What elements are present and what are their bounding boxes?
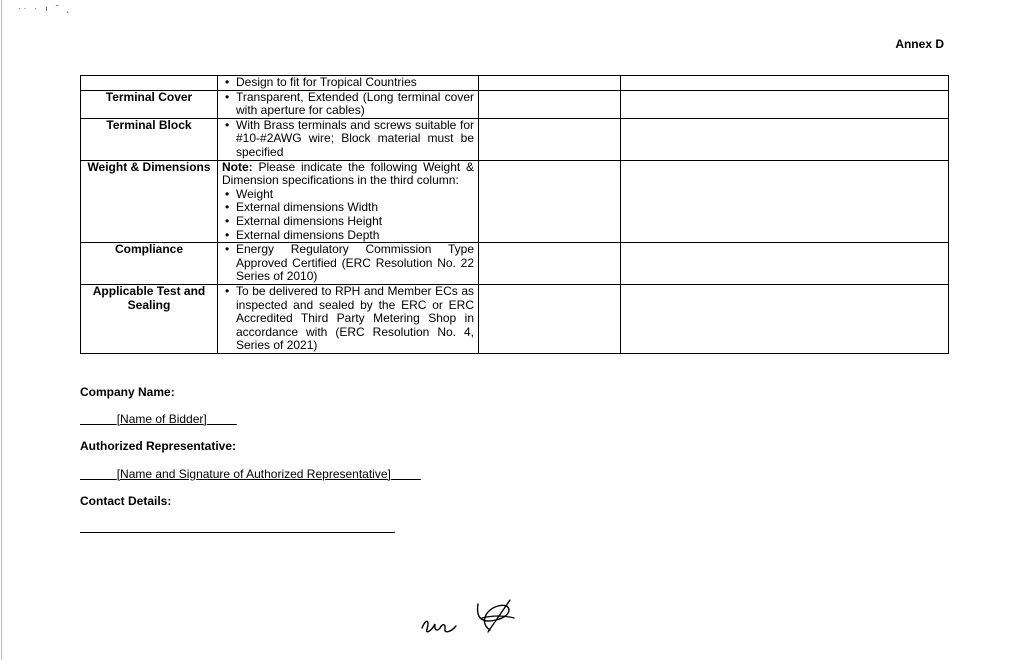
row-label: Terminal Block [81, 118, 218, 160]
table-row [81, 160, 949, 243]
cell-empty [621, 76, 949, 91]
list-item: • Transparent, Extended (Long terminal cover with aperture for cables) [236, 91, 474, 118]
note-body: Please indicate the following Weight & Dimension specifications in the third column: [222, 159, 474, 188]
table-row [81, 243, 949, 285]
contact-details-label: Contact Details: [80, 494, 172, 508]
list-item: • To be delivered to RPH and Member ECs as inspected and sealed by the ERC or ERC Accredited Third Party Metering Shop in accordance with (ERC Resolution No. 4, Series of 2021) [236, 285, 474, 353]
row-content [218, 160, 479, 243]
cell-empty [621, 243, 949, 285]
cell-empty [621, 160, 949, 243]
cell-empty [621, 284, 949, 353]
cell-empty [479, 118, 621, 160]
contact-details-line [80, 532, 395, 533]
row-label [81, 76, 218, 91]
note-text [222, 161, 474, 188]
scan-edge [1, 0, 2, 660]
cell-empty [479, 284, 621, 353]
cell-empty [479, 90, 621, 118]
authorized-rep-field [80, 467, 421, 481]
list-item: • External dimensions Depth [236, 229, 474, 243]
row-label: Compliance [81, 243, 218, 285]
scan-marks: ·· · ı ˜ ˛ [18, 4, 73, 13]
cell-empty [479, 243, 621, 285]
table-row [81, 76, 949, 91]
company-name-field [80, 412, 237, 426]
list-item: • Energy Regulatory Commission Type Approved Certified (ERC Resolution No. 22 Series of 2010) [236, 243, 474, 284]
row-content [218, 284, 479, 353]
list-item: • Design to fit for Tropical Countries [236, 76, 474, 90]
cell-empty [621, 118, 949, 160]
table-row [81, 90, 949, 118]
row-label: Applicable Test and Sealing [81, 284, 218, 353]
company-name-label: Company Name: [80, 385, 175, 399]
list-item: • With Brass terminals and screws suitable for #10-#2AWG wire; Block material must be specified [236, 119, 474, 160]
table-row [81, 118, 949, 160]
row-label: Terminal Cover [81, 90, 218, 118]
row-content [218, 118, 479, 160]
row-content [218, 76, 479, 91]
list-item: • External dimensions Width [236, 201, 474, 215]
list-item: • Weight [236, 188, 474, 202]
annex-title: Annex D [895, 37, 944, 51]
spec-table [80, 75, 949, 354]
row-content [218, 243, 479, 285]
company-name-value: [Name of Bidder] [116, 412, 207, 426]
table-row [81, 284, 949, 353]
cell-empty [621, 90, 949, 118]
row-content [218, 90, 479, 118]
cell-empty [479, 160, 621, 243]
row-label: Weight & Dimensions [81, 160, 218, 243]
note-label: Note: [222, 159, 253, 174]
cell-empty [479, 76, 621, 91]
authorized-rep-label: Authorized Representative: [80, 439, 237, 453]
list-item: • External dimensions Height [236, 215, 474, 229]
authorized-rep-value: [Name and Signature of Authorized Representative] [116, 467, 391, 481]
handwritten-initials-signature [418, 596, 528, 642]
